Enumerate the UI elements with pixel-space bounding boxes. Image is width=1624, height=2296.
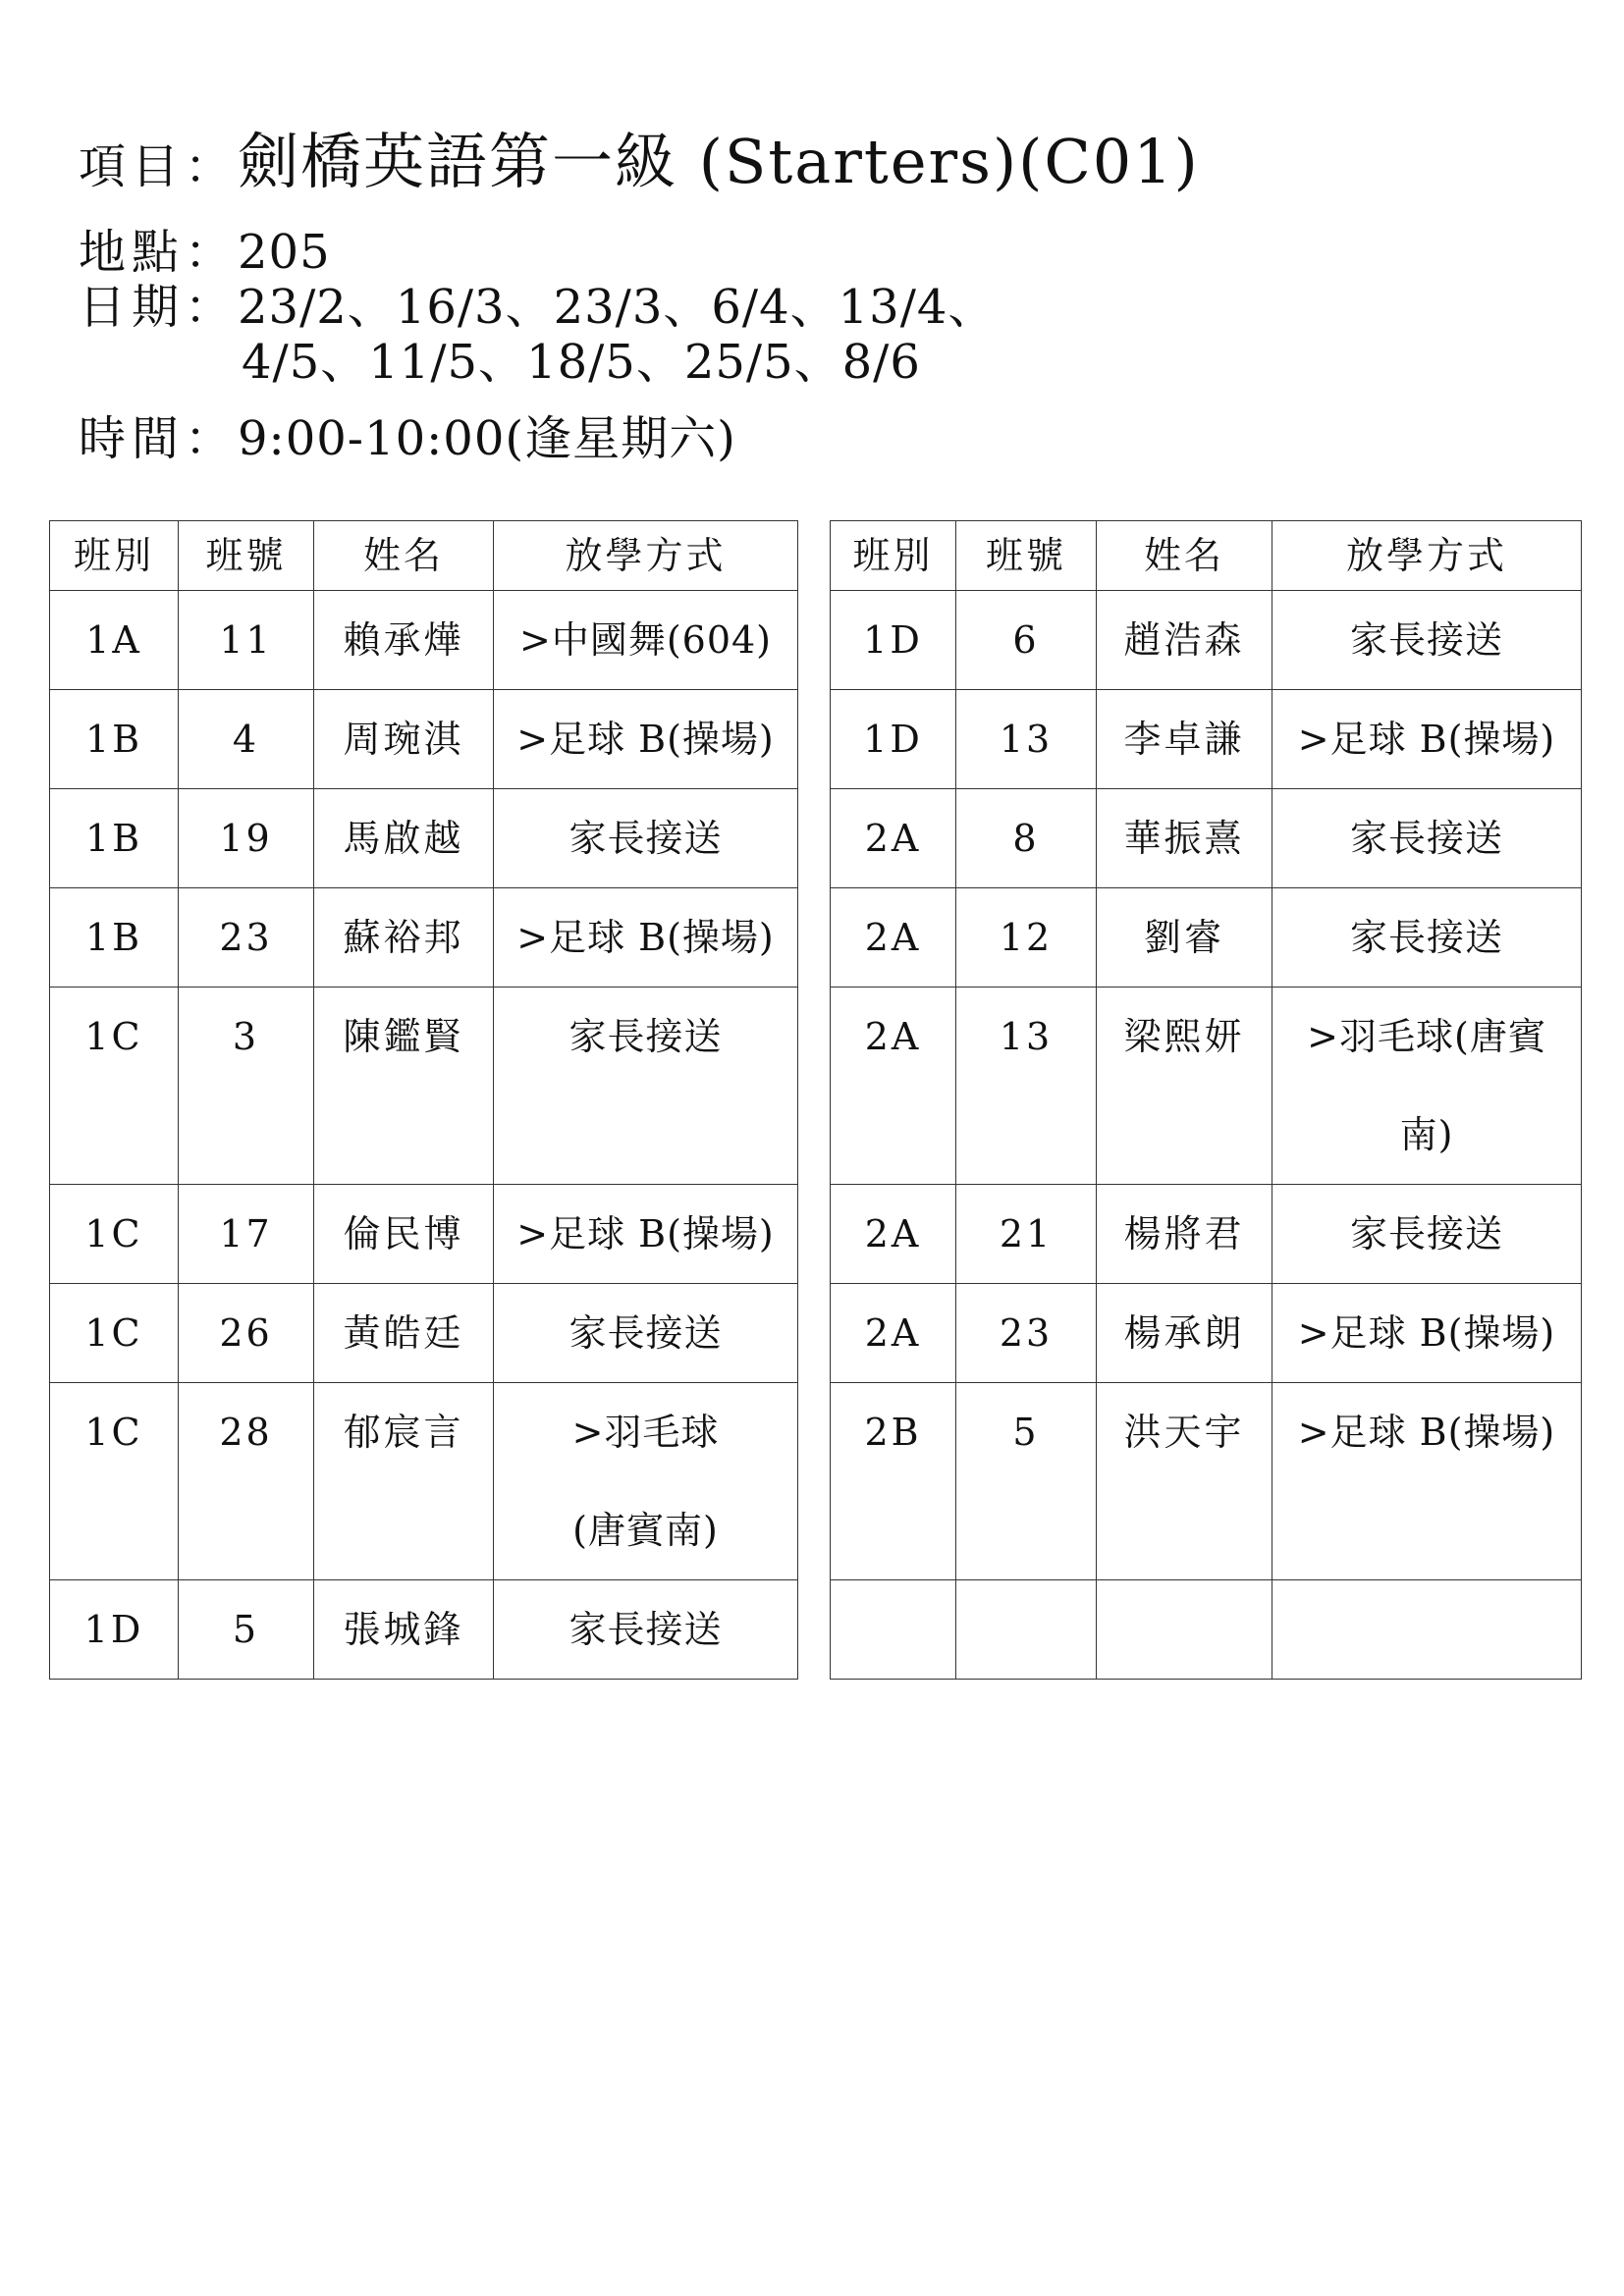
cell-method: 家長接送: [494, 1580, 798, 1680]
table-row: [50, 988, 798, 1185]
cell-number: 12: [956, 888, 1097, 988]
table-header-row: [831, 521, 1582, 591]
cell-class: 1C: [50, 1185, 179, 1284]
location-value: 205: [238, 225, 331, 280]
cell-number: 28: [179, 1383, 314, 1580]
cell-method: >足球 B(操場): [494, 888, 798, 988]
cell-class: 1B: [50, 789, 179, 888]
cell-number: 8: [956, 789, 1097, 888]
time-value: 9:00-10:00(逢星期六): [238, 411, 736, 466]
time-line: [79, 411, 1551, 466]
cell-class: 1A: [50, 591, 179, 690]
cell-name: 劉睿: [1097, 888, 1272, 988]
table-row: [831, 888, 1582, 988]
cell-method: >足球 B(操場): [494, 690, 798, 789]
cell-number: 17: [179, 1185, 314, 1284]
cell-number: 6: [956, 591, 1097, 690]
cell-class: 2A: [831, 1185, 956, 1284]
table-row: [50, 888, 798, 988]
cell-empty: [831, 1580, 956, 1680]
cell-name: 楊承朗: [1097, 1284, 1272, 1383]
table-row: [831, 988, 1582, 1185]
cell-class: 1B: [50, 888, 179, 988]
cell-number: 21: [956, 1185, 1097, 1284]
table-row: [831, 1185, 1582, 1284]
cell-method: >足球 B(操場): [1272, 690, 1582, 789]
cell-number: 23: [956, 1284, 1097, 1383]
cell-class: 1C: [50, 1383, 179, 1580]
cell-name: 楊將君: [1097, 1185, 1272, 1284]
cell-method-line1: >羽毛球: [571, 1411, 720, 1454]
header-method: 放學方式: [494, 521, 798, 591]
cell-name: 華振熹: [1097, 789, 1272, 888]
cell-method-line1: >羽毛球(唐賓: [1307, 1015, 1546, 1058]
cell-method-line2: (唐賓南): [572, 1509, 719, 1552]
cell-name: 黃皓廷: [314, 1284, 494, 1383]
cell-class: 1D: [831, 591, 956, 690]
cell-class: 1C: [50, 1284, 179, 1383]
cell-method: 家長接送: [494, 1284, 798, 1383]
date-line-2: [79, 335, 1551, 390]
date-value-line1: 23/2、16/3、23/3、6/4、13/4、: [238, 280, 997, 335]
cell-name: 趙浩森: [1097, 591, 1272, 690]
project-line: [79, 118, 1551, 211]
date-line: [79, 280, 1551, 335]
cell-name: 梁熙妍: [1097, 988, 1272, 1185]
cell-name: 倫民博: [314, 1185, 494, 1284]
cell-name: 周琬淇: [314, 690, 494, 789]
project-label: 項目：: [79, 139, 239, 194]
cell-number: 5: [956, 1383, 1097, 1580]
cell-number: 3: [179, 988, 314, 1185]
cell-name: 賴承燁: [314, 591, 494, 690]
header-class: 班別: [831, 521, 956, 591]
cell-name: 李卓謙: [1097, 690, 1272, 789]
table-row: [831, 690, 1582, 789]
cell-name: 蘇裕邦: [314, 888, 494, 988]
cell-method: >足球 B(操場): [1272, 1383, 1582, 1580]
cell-method: 家長接送: [494, 789, 798, 888]
cell-method: >足球 B(操場): [494, 1185, 798, 1284]
cell-number: 4: [179, 690, 314, 789]
cell-number: 5: [179, 1580, 314, 1680]
table-row: [50, 1383, 798, 1580]
header-number: 班號: [956, 521, 1097, 591]
header-name: 姓名: [314, 521, 494, 591]
table-row: [50, 1185, 798, 1284]
cell-method: >足球 B(操場): [1272, 1284, 1582, 1383]
project-value: 劍橋英語第一級 (Starters)(C01): [238, 126, 1200, 197]
table-header-row: [50, 521, 798, 591]
cell-class: 2B: [831, 1383, 956, 1580]
table-row: [50, 789, 798, 888]
location-line: [79, 225, 1551, 280]
cell-class: 1C: [50, 988, 179, 1185]
table-row: [50, 690, 798, 789]
cell-name: 陳鑑賢: [314, 988, 494, 1185]
student-table-left: [49, 520, 798, 1680]
header-class: 班別: [50, 521, 179, 591]
cell-method: [1272, 988, 1582, 1185]
cell-class: 2A: [831, 789, 956, 888]
date-label: 日期：: [79, 280, 239, 335]
cell-number: 19: [179, 789, 314, 888]
cell-method: 家長接送: [1272, 888, 1582, 988]
date-value-line2: 4/5、11/5、18/5、25/5、8/6: [242, 335, 921, 390]
table-row: [831, 591, 1582, 690]
cell-class: 1D: [831, 690, 956, 789]
cell-name: 洪天宇: [1097, 1383, 1272, 1580]
cell-number: 26: [179, 1284, 314, 1383]
location-label: 地點：: [79, 225, 239, 280]
table-row: [50, 1580, 798, 1680]
cell-class: 2A: [831, 988, 956, 1185]
cell-method: 家長接送: [494, 988, 798, 1185]
table-row: [831, 1383, 1582, 1580]
cell-number: 23: [179, 888, 314, 988]
cell-empty: [956, 1580, 1097, 1680]
cell-number: 11: [179, 591, 314, 690]
cell-method-line2: 南): [1399, 1113, 1454, 1156]
student-table-right: [830, 520, 1582, 1680]
time-label: 時間：: [79, 411, 239, 466]
table-row: [50, 591, 798, 690]
cell-name: 馬啟越: [314, 789, 494, 888]
cell-method: [494, 1383, 798, 1580]
cell-method: 家長接送: [1272, 591, 1582, 690]
cell-name: 郁宸言: [314, 1383, 494, 1580]
cell-method: >中國舞(604): [494, 591, 798, 690]
table-row: [50, 1284, 798, 1383]
header-name: 姓名: [1097, 521, 1272, 591]
cell-class: 1B: [50, 690, 179, 789]
cell-empty: [1097, 1580, 1272, 1680]
table-row: [831, 1284, 1582, 1383]
header-method: 放學方式: [1272, 521, 1582, 591]
document-header: [79, 118, 1551, 466]
cell-method: 家長接送: [1272, 1185, 1582, 1284]
cell-number: 13: [956, 988, 1097, 1185]
table-row-empty: [831, 1580, 1582, 1680]
header-number: 班號: [179, 521, 314, 591]
cell-class: 2A: [831, 888, 956, 988]
cell-class: 1D: [50, 1580, 179, 1680]
cell-number: 13: [956, 690, 1097, 789]
cell-method: 家長接送: [1272, 789, 1582, 888]
cell-class: 2A: [831, 1284, 956, 1383]
cell-empty: [1272, 1580, 1582, 1680]
table-row: [831, 789, 1582, 888]
cell-name: 張城鋒: [314, 1580, 494, 1680]
